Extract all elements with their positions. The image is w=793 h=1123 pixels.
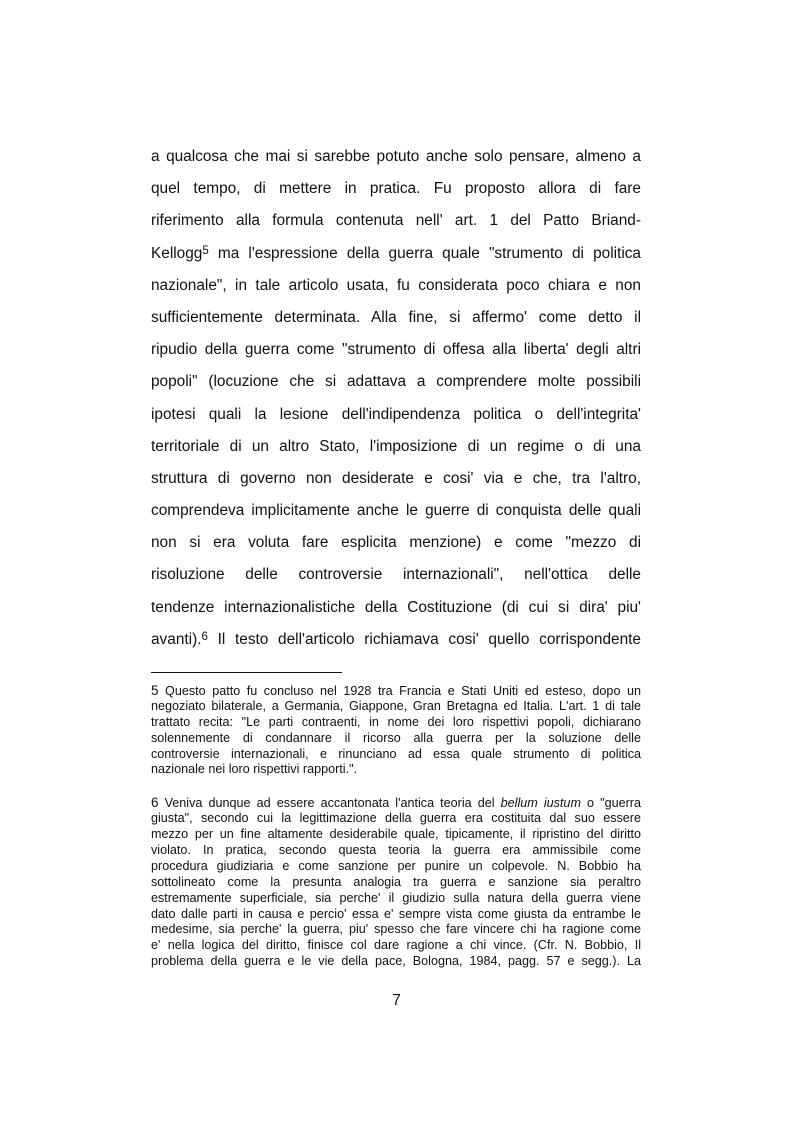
- text-line: comprendeva implicitamente anche le guerre di conquista delle quali: [151, 502, 641, 520]
- footnote-number: 6: [151, 795, 159, 811]
- footnote-line: giusta", secondo cui la legittimazione della guerra era costituita dal suo essere: [151, 811, 641, 826]
- text-fragment: Kellogg: [151, 244, 203, 262]
- footnote-line: violato. In pratica, secondo questa teoria la guerra era ammissibile come: [151, 843, 641, 858]
- footnote-line: sottolineato come la presunta analogia tra guerra e sanzione sia peraltro: [151, 874, 641, 889]
- text-fragment: ma l'espressione della guerra quale "strumento di politica: [208, 244, 641, 262]
- footnote-line: medesime, sia perche' la guerra, piu' spesso che fare vincere chi ha ragione come: [151, 922, 641, 937]
- footnote-line: [151, 683, 641, 699]
- text-fragment: Questo patto fu concluso nel 1928 tra Francia e Stati Uniti ed esteso, dopo un: [158, 684, 641, 698]
- footnote-number: 5: [151, 683, 159, 698]
- footnote-line: e' nella logica del diritto, finisce col dare ragione a chi vince. (Cfr. N. Bobbio, Il: [151, 938, 641, 953]
- text-line: struttura di governo non desiderate e cosi' via e che, tra l'altro,: [151, 469, 641, 487]
- text-line: a qualcosa che mai si sarebbe potuto anche solo pensare, almeno a: [151, 148, 641, 165]
- footnote-line: problema della guerra e le vie della pace, Bologna, 1984, pagg. 57 e segg.). La: [151, 954, 641, 969]
- footnote-ref-6[interactable]: 6: [201, 630, 208, 643]
- text-fragment: avanti).: [151, 630, 202, 648]
- footnote-line: controversie internazionali, e rinunciano ad essa quale strumento di politica: [151, 746, 641, 761]
- text-line: tendenze internazionalistiche della Costituzione (di cui si dira' piu': [151, 598, 641, 616]
- footnote-line: trattato recita: "Le parti contraenti, in nome dei loro rispettivi popoli, dichiarano: [151, 714, 641, 729]
- footnote-separator: [151, 672, 342, 673]
- footnote-ref-5[interactable]: 5: [202, 244, 209, 257]
- footnote-line: [151, 795, 641, 811]
- text-line: popoli" (locuzione che si adattava a comprendere molte possibili: [151, 373, 641, 391]
- text-line: ripudio della guerra come "strumento di offesa alla liberta' degli altri: [151, 341, 641, 359]
- footnote-5: [151, 683, 641, 778]
- footnotes: [151, 683, 641, 970]
- text-line: non si era voluta fare esplicita menzione) e come "mezzo di: [151, 534, 641, 552]
- footnote-6: [151, 795, 641, 970]
- text-line: quel tempo, di mettere in pratica. Fu proposto allora di fare: [151, 180, 641, 198]
- text-line: [151, 624, 641, 656]
- text-fragment: Il testo dell'articolo richiamava cosi' quello corrispondente: [207, 630, 641, 648]
- text-line: sufficientemente determinata. Alla fine, si affermo' come detto il: [151, 308, 641, 326]
- footnote-line: nazionale nei loro rispettivi rapporti.".: [151, 762, 358, 777]
- main-text: [151, 141, 641, 656]
- italic-term: bellum iustum: [500, 796, 581, 811]
- text-fragment: Veniva dunque ad essere accantonata l'antica teoria del: [158, 796, 501, 811]
- text-line: territoriale di un altro Stato, l'imposizione di un regime o di una: [151, 437, 641, 455]
- text-line: nazionale", in tale articolo usata, fu considerata poco chiara e non: [151, 276, 641, 294]
- text-line: [151, 238, 641, 270]
- footnote-line: solennemente di condannare il ricorso alla guerra per la soluzione delle: [151, 730, 641, 745]
- footnote-line: estremamente superficiale, sia perche' il giudizio sulla natura della guerra viene: [151, 890, 641, 905]
- text-line: ipotesi quali la lesione dell'indipendenza politica o dell'integrita': [151, 405, 641, 423]
- text-line: risoluzione delle controversie internazionali", nell'ottica delle: [151, 566, 641, 584]
- footnote-line: negoziato bilaterale, a Germania, Giappone, Gran Bretagna ed Italia. L'art. 1 di tale: [151, 698, 641, 713]
- footnote-line: procedura giudiziaria e come sanzione per punire un colpevole. N. Bobbio ha: [151, 858, 641, 873]
- footnote-line: mezzo per un fine altamente desiderabile quale, tipicamente, il ripristino del diritto: [151, 827, 641, 842]
- footnote-line: dato dalle parti in causa e percio' essa e' sempre vista come giusta da entrambe le: [151, 906, 641, 921]
- text-line: riferimento alla formula contenuta nell' art. 1 del Patto Briand-: [151, 212, 641, 230]
- text-fragment: o "guerra: [580, 796, 641, 811]
- page-number: 7: [392, 992, 401, 1009]
